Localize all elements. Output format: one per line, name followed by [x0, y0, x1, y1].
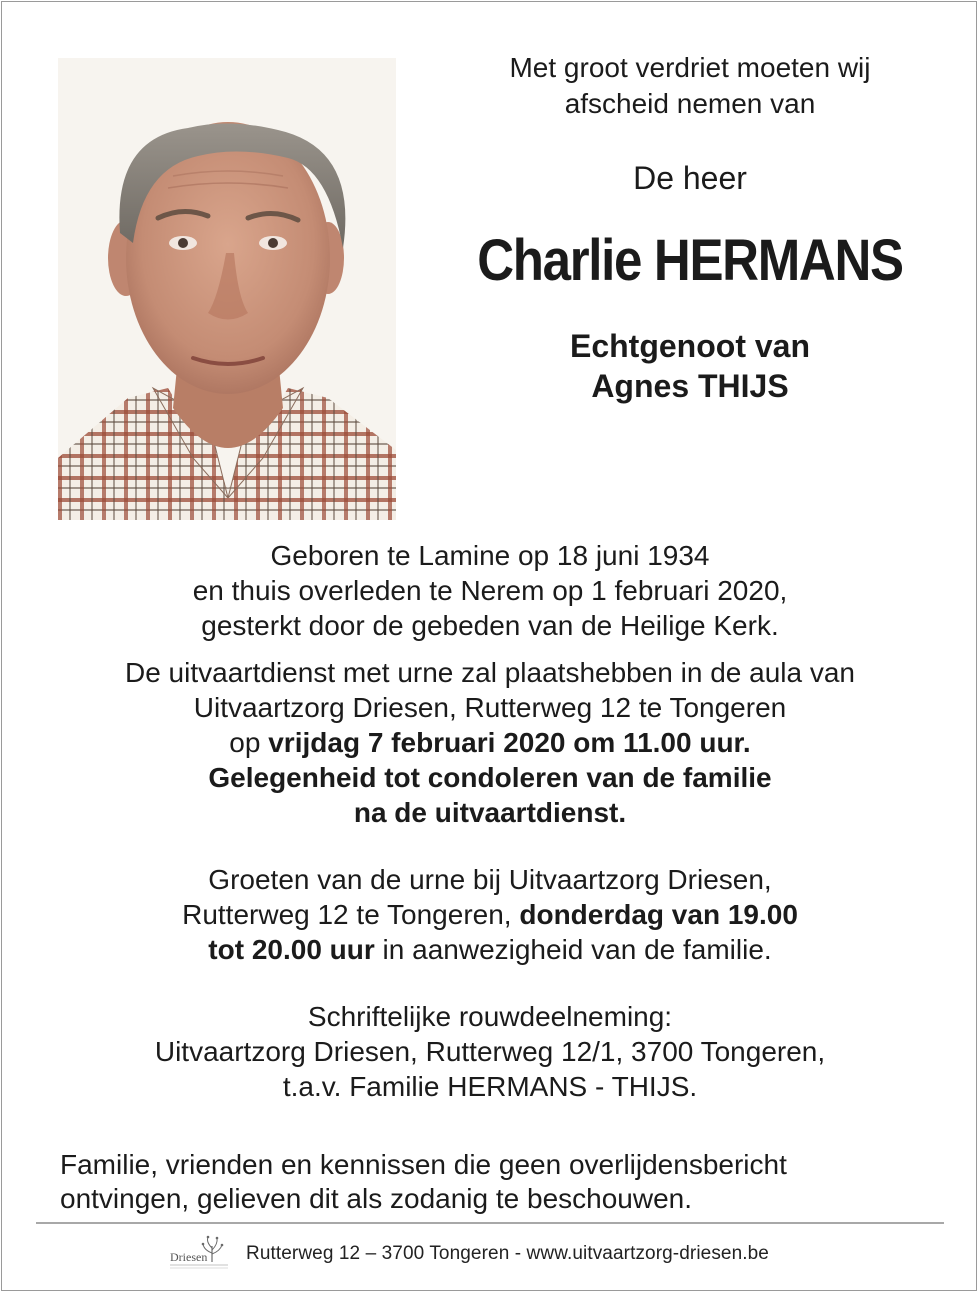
- condolence-line-2: Uitvaartzorg Driesen, Rutterweg 12/1, 3700 Tongeren,: [154, 1036, 826, 1067]
- greeting-day-time: donderdag van 19.00: [519, 899, 798, 930]
- footer-address: Rutterweg 12 – 3700 Tongeren - www.uitvaartzorg-driesen.be: [246, 1243, 769, 1264]
- greeting-line-2-prefix: Rutterweg 12 te Tongeren,: [182, 899, 520, 930]
- condolence-line-3: t.a.v. Familie HERMANS - THIJS.: [282, 1071, 698, 1102]
- footer-divider: [36, 1222, 944, 1224]
- birth-line: Geboren te Lamine op 18 juni 1934: [270, 540, 710, 571]
- service-line-4: Gelegenheid tot condoleren van de familie: [208, 762, 772, 793]
- closing-line-1: Familie, vrienden en kennissen die geen overlijdensbericht: [60, 1149, 787, 1180]
- portrait-photo: [58, 58, 396, 520]
- service-block: [40, 655, 940, 830]
- church-line: gesterkt door de gebeden van de Heilige Kerk.: [201, 610, 779, 641]
- birth-death-block: [40, 538, 940, 643]
- footer: [168, 1232, 769, 1276]
- driesen-logo: [168, 1234, 232, 1274]
- intro-text: [420, 50, 960, 122]
- greeting-line-1: Groeten van de urne bij Uitvaartzorg Driesen,: [208, 864, 772, 895]
- service-line-2: Uitvaartzorg Driesen, Rutterweg 12 te Tongeren: [193, 692, 787, 723]
- condolence-block: [40, 999, 940, 1104]
- logo-wordmark: Driesen: [170, 1250, 208, 1264]
- service-line-5: na de uitvaartdienst.: [353, 797, 627, 828]
- intro-line-2: afscheid nemen van: [564, 88, 816, 119]
- spouse-line-2: Agnes THIJS: [591, 368, 789, 404]
- portrait-illustration: [58, 58, 396, 520]
- service-date-time: vrijdag 7 februari 2020 om 11.00 uur.: [268, 727, 751, 758]
- announcement-body: [40, 538, 940, 1104]
- closing-line-2: ontvingen, gelieven dit als zodanig te beschouwen.: [60, 1183, 692, 1214]
- spouse-line-1: Echtgenoot van: [569, 328, 810, 364]
- deceased-name: Charlie HERMANS: [477, 228, 903, 293]
- greeting-end-time: tot 20.00 uur: [208, 934, 375, 965]
- closing-note: [60, 1148, 940, 1216]
- death-line: en thuis overleden te Nerem op 1 februari 2020,: [192, 575, 788, 606]
- spouse-text: [420, 326, 960, 406]
- intro-line-1: Met groot verdriet moeten wij: [509, 52, 871, 83]
- greeting-block: [40, 862, 940, 967]
- title-prefix: De heer: [633, 160, 747, 196]
- driesen-logo-icon: [168, 1234, 232, 1274]
- greeting-line-3-suffix: in aanwezigheid van de familie.: [374, 934, 772, 965]
- heading-column: [420, 50, 960, 406]
- condolence-line-1: Schriftelijke rouwdeelneming:: [307, 1001, 673, 1032]
- service-line-3-prefix: op: [229, 727, 269, 758]
- service-line-1: De uitvaartdienst met urne zal plaatshebben in de aula van: [124, 657, 856, 688]
